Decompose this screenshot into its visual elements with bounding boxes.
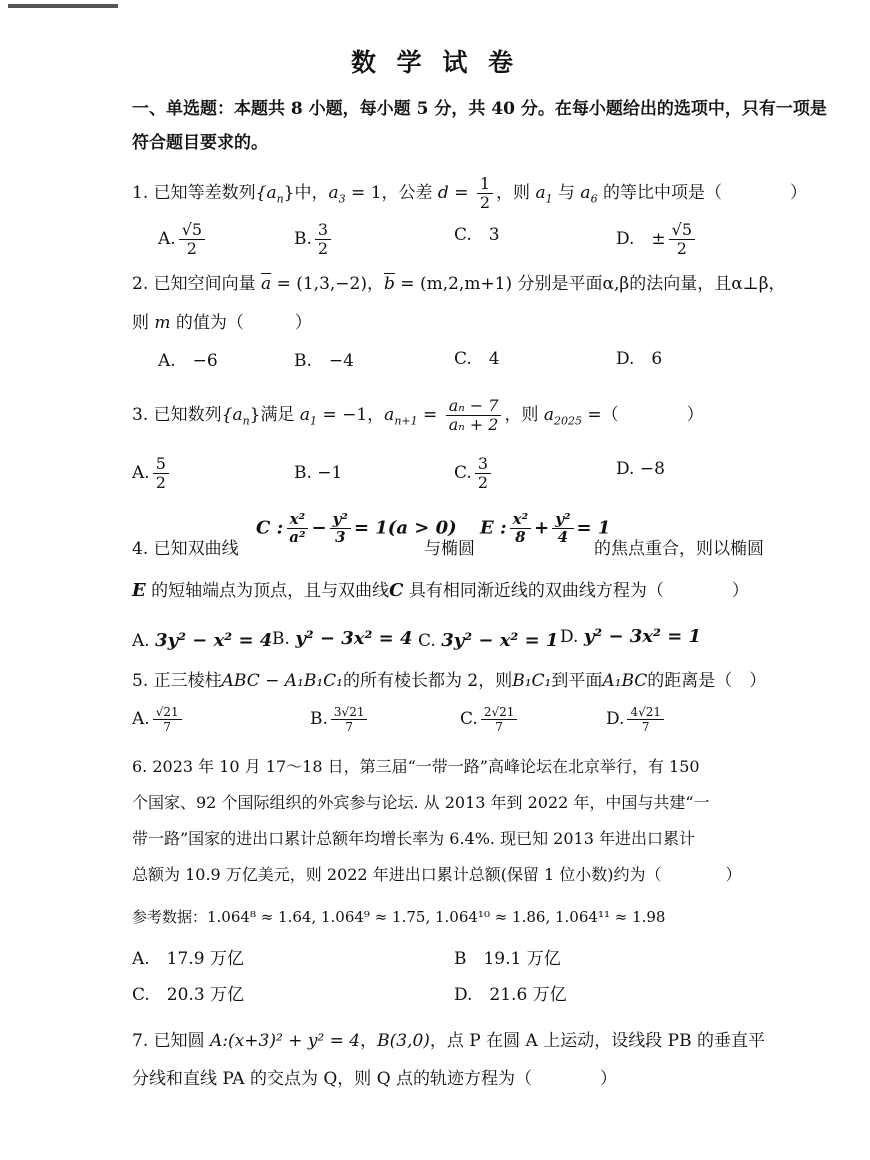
q3-eq: =: [417, 405, 443, 425]
q4-stem-line2: E 的短轴端点为顶点，且与双曲线C 具有相同渐近线的双曲线方程为（ ）: [132, 580, 749, 601]
q5-option-d: D. $\frac{4√21}{7}$: [606, 706, 667, 733]
q1-stem-e: = 1，公差: [345, 183, 438, 203]
q3-stem: [132, 398, 704, 433]
q7-circle-eq: A:(x+3)² + y² = 4: [210, 1031, 361, 1051]
q2-vec-b: $\overline{b}$: [384, 274, 395, 294]
q1-a6: $a_6$: [580, 183, 598, 206]
q5-option-a: A. $\frac{√21}{7}$: [132, 706, 185, 733]
q4-option-c: C. 3y² − x² = 1: [418, 630, 559, 651]
q2-stem-b: = (1,3,−2)，: [271, 274, 384, 294]
q1-option-c: C. 3: [454, 225, 500, 245]
q4-stem-a: 4. 已知双曲线: [132, 539, 239, 559]
q4-stem-b: 与椭圆: [424, 539, 475, 559]
q6-option-d: D. 21.6 万亿: [454, 985, 567, 1005]
q6-line4: 总额为 10.9 万亿美元，则 2022 年进出口累计总额(保留 1 位小数)约为（ ）: [132, 865, 742, 884]
page-title: 数 学 试 卷: [350, 48, 520, 77]
q1-stem-j: 与: [552, 183, 581, 203]
q7-stem: 7. 已知圆 A:(x+3)² + y² = 4，B(3,0)，点 P 在圆 A 上运动，设线段 PB 的垂直平: [132, 1031, 765, 1051]
q6-line3: 带一路”国家的进出口累计总额年均增长率为 6.4%. 现已知 2013 年进出口累计: [132, 829, 695, 848]
q5-stem: 5. 正三棱柱ABC − A₁B₁C₁的所有棱长都为 2，则B₁C₁到平面A₁BC的距离是（ ）: [132, 671, 767, 691]
q3-stem-a: 3. 已知数列: [132, 405, 222, 425]
q2-vec-a: $\overline{a}$: [261, 274, 272, 294]
q1-frac: $\frac{1}{2}$: [477, 176, 493, 211]
q2-option-b: B. −4: [294, 351, 354, 371]
q3-stem-j: =（ ）: [582, 405, 704, 425]
q1-eq: =: [448, 183, 474, 203]
q1-a1: $a_1$: [535, 183, 553, 206]
q4-option-b: B. y² − 3x² = 4: [272, 628, 413, 649]
q7-point-b: B(3,0): [377, 1031, 430, 1051]
q7-stem-line2: 分线和直线 PA 的交点为 Q，则 Q 点的轨迹方程为（ ）: [132, 1069, 618, 1089]
section-instructions-line2: 符合题目要求的。: [132, 133, 268, 153]
q6-option-c: C. 20.3 万亿: [132, 985, 245, 1005]
q4-option-a: A. 3y² − x² = 4: [132, 630, 273, 651]
q3-option-a: A. $\frac{5}{2}$: [132, 456, 172, 491]
q1-stem-c: }中，: [283, 183, 329, 203]
q3-option-d: D. −8: [616, 459, 665, 479]
q2-option-a: A. −6: [158, 351, 218, 371]
q6-reference-data: 参考数据：1.064⁸ ≈ 1.64, 1.064⁹ ≈ 1.75, 1.064¹⁰ ≈ 1.86, 1.064¹¹ ≈ 1.98: [132, 908, 666, 926]
q2-stem-a: 2. 已知空间向量: [132, 274, 262, 294]
q1-stem-a: 1. 已知等差数列: [132, 183, 256, 203]
q1-stem: [132, 176, 807, 211]
q2-stem-c: = (m,2,m+1) 分别是平面α,β的法向量，且α⊥β，: [394, 274, 786, 294]
q6-line1: 6. 2023 年 10 月 17～18 日，第三届“一带一路”高峰论坛在北京举行，有 150: [132, 757, 700, 776]
q3-seq: {$a_n$: [221, 405, 250, 428]
q1-option-b: B. $\frac{3}{2}$: [294, 222, 334, 257]
q3-stem-e: = −1，: [317, 405, 385, 425]
q5-option-c: C. $\frac{2√21}{7}$: [460, 706, 520, 733]
q4-ellipse-eq: E : $\frac{\text{x²}}{8}$ + $\frac{\text{y²}}{4}$ = 1: [480, 510, 611, 546]
q6-option-a: A. 17.9 万亿: [132, 949, 244, 969]
section-instructions-line1: 一、单选题：本题共 8 小题，每小题 5 分，共 40 分。在每小题给出的选项中，只有一项是: [132, 99, 827, 119]
q3-a2025: $a_{2025}$: [543, 405, 583, 428]
q5-plane: A₁BC: [602, 671, 648, 691]
q3-stem-h: ，则: [504, 405, 544, 425]
q1-option-d: D. ± $\frac{√5}{2}$: [616, 222, 698, 257]
q1-a3: $a_3$: [328, 183, 346, 206]
q2-stem: [132, 273, 786, 295]
q6-line2: 个国家、92 个国际组织的外宾参与论坛. 从 2013 年到 2022 年，中国与共建“一: [132, 793, 710, 812]
q3-frac: $\frac{\text{aₙ − 7}}{\text{aₙ + 2}}$: [446, 398, 502, 433]
q5-prism: ABC − A₁B₁C₁: [221, 671, 343, 691]
q1-stem-h: ，则: [496, 183, 536, 203]
q6-option-b: B 19.1 万亿: [454, 949, 561, 969]
q5-edge: B₁C₁: [512, 671, 552, 691]
q1-d: d: [437, 183, 449, 203]
q1-seq: {$a_n$: [255, 183, 284, 206]
q3-a1: $a_1$: [299, 405, 318, 428]
q1-stem-l: 的等比中项是（ ）: [597, 183, 807, 203]
q2-stem-line2: 则 m 的值为（ ）: [132, 313, 312, 333]
q2-option-d: D. 6: [616, 349, 663, 369]
q4-hyperbola-eq: C : $\frac{\text{x²}}{\text{a²}}$ − $\frac{\text{y²}}{3}$ = 1(a > 0): [256, 510, 457, 546]
q3-an1: $a_{n+1}$: [384, 405, 418, 428]
q2-option-c: C. 4: [454, 349, 500, 369]
q3-option-c: C. $\frac{3}{2}$: [454, 456, 494, 491]
q4-option-d: D. y² − 3x² = 1: [560, 626, 702, 647]
q3-option-b: B. −1: [294, 463, 343, 483]
q5-option-b: B. $\frac{3√21}{7}$: [310, 706, 370, 733]
q1-option-a: A. $\frac{√5}{2}$: [158, 222, 208, 257]
q4-stem-c: 的焦点重合，则以椭圆: [594, 539, 764, 559]
scan-edge-mark: [8, 4, 118, 8]
q3-stem-c: }满足: [249, 405, 300, 425]
